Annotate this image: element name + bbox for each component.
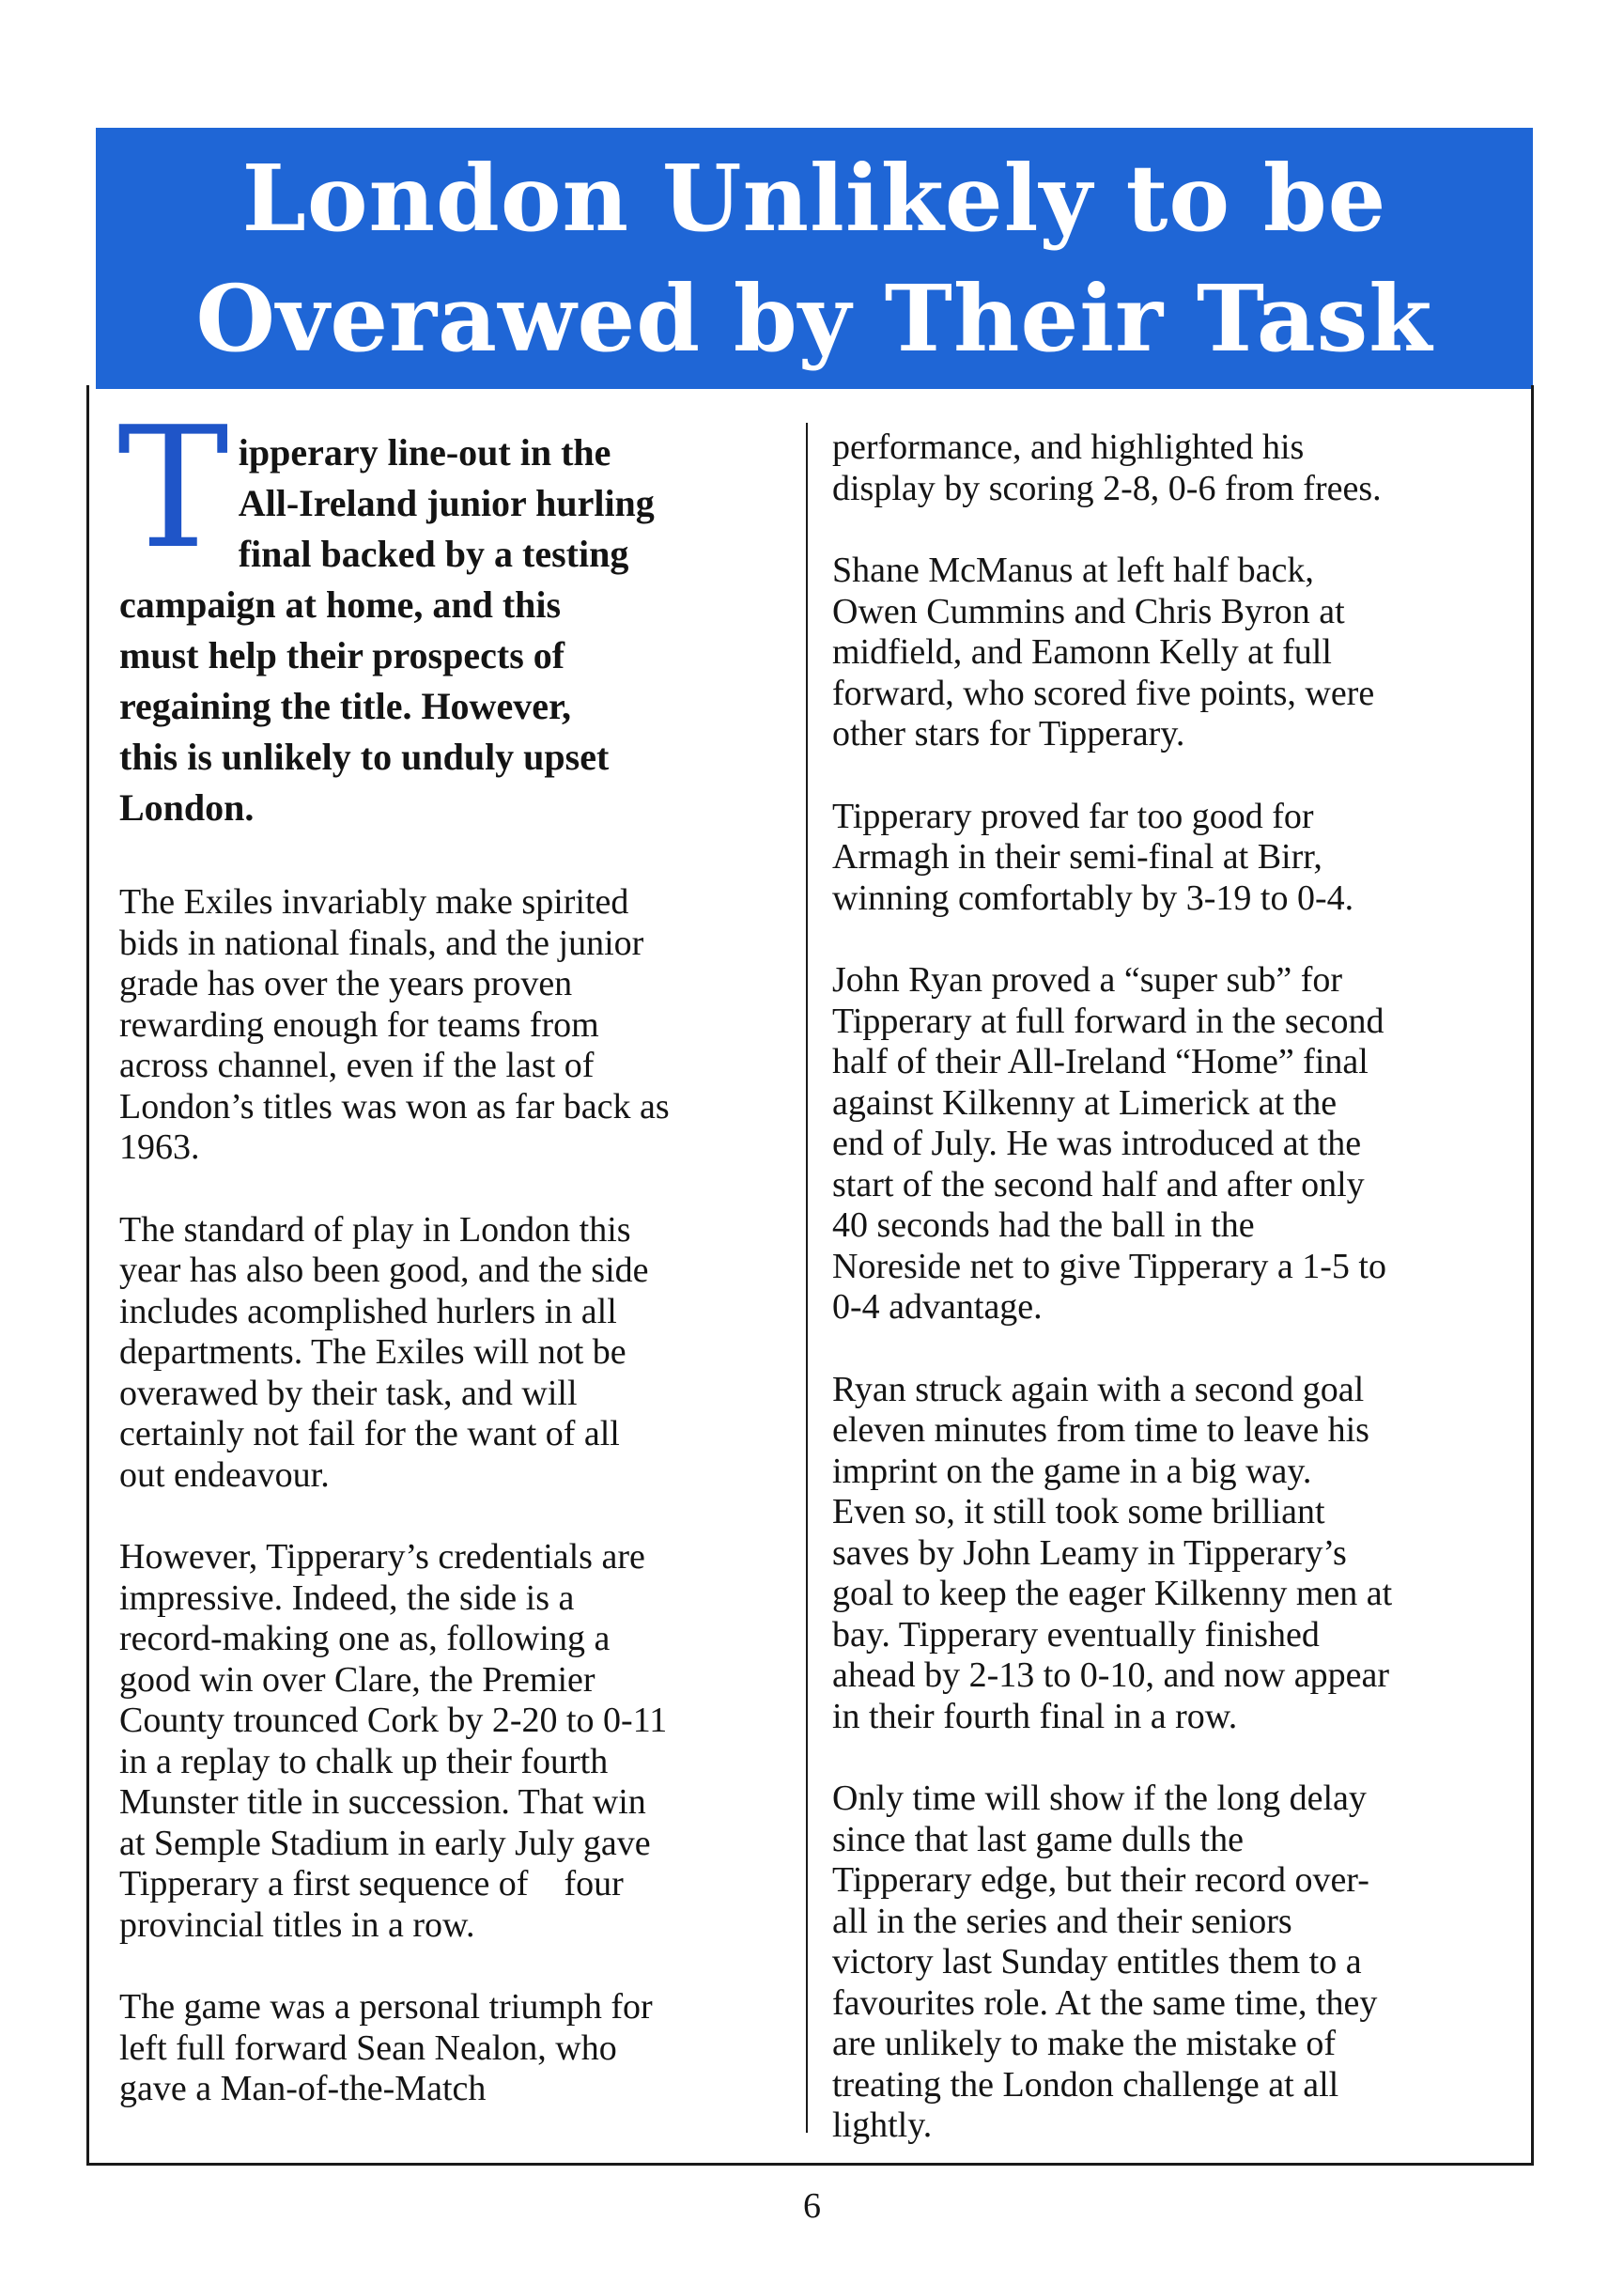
column-divider [806, 423, 808, 2133]
text-line: year has also been good, and the side [119, 1251, 649, 1290]
headline-line-2: Overawed by Their Task [195, 265, 1433, 372]
lead-line: campaign at home, and this [119, 583, 562, 626]
text-line: out endeavour. [119, 1454, 330, 1495]
lead-line: final backed by a testing [238, 533, 629, 575]
headline-line-1: London Unlikely to be [241, 145, 1387, 252]
text-line: Tipperary edge, but their record over- [832, 1860, 1369, 1900]
page-number: 6 [803, 2186, 821, 2226]
text-line: 0-4 advantage. [832, 1287, 1043, 1327]
text-line: County trounced Cork by 2-20 to 0-11 [119, 1701, 668, 1740]
text-line: winning comfortably by 3-19 to 0-4. [832, 878, 1354, 918]
text-line: Owen Cummins and Chris Byron at [832, 591, 1345, 631]
text-line: includes acomplished hurlers in all [119, 1291, 617, 1331]
text-line: eleven minutes from time to leave his [832, 1410, 1369, 1450]
drop-cap: T [117, 391, 229, 585]
text-line: 1963. [119, 1127, 200, 1167]
lead-line: ipperary line-out in the [238, 431, 611, 474]
text-line: other stars for Tipperary. [832, 714, 1185, 754]
text-line: start of the second half and after only [832, 1164, 1365, 1204]
text-line: Armagh in their semi-final at Birr, [832, 837, 1322, 877]
text-line: treating the London challenge at all [832, 2064, 1339, 2105]
text-line: saves by John Leamy in Tipperary’s [832, 1532, 1347, 1573]
text-line: impressive. Indeed, the side is a [119, 1577, 575, 1618]
body-paragraph [832, 427, 1508, 509]
lead-line: must help their prospects of [119, 634, 565, 676]
body-paragraph [119, 1537, 781, 1946]
text-line: The game was a personal triumph for [119, 1987, 653, 2027]
lead-line: this is unlikely to unduly upset [119, 736, 610, 778]
text-line: Shane McManus at left half back, [832, 551, 1314, 590]
text-line: The standard of play in London this [119, 1209, 631, 1250]
body-paragraph [832, 797, 1508, 920]
body-paragraph [832, 1370, 1508, 1738]
text-line: good win over Clare, the Premier [119, 1659, 595, 1700]
text-line: Munster title in succession. That win [119, 1782, 646, 1822]
body-paragraph [119, 1987, 781, 2110]
text-line: victory last Sunday entitles them to a [832, 1942, 1362, 1981]
body-paragraph [832, 551, 1508, 755]
text-line: goal to keep the eager Kilkenny men at [832, 1574, 1393, 1613]
text-line: are unlikely to make the mistake of [832, 2024, 1337, 2063]
text-line: bids in national finals, and the junior [119, 923, 644, 963]
text-line: in a replay to chalk up their fourth [119, 1741, 609, 1781]
lead-line: All-Ireland junior hurling [238, 482, 655, 524]
text-line: display by scoring 2-8, 0-6 from frees. [832, 468, 1382, 508]
text-line: ahead by 2-13 to 0-10, and now appear [832, 1655, 1390, 1695]
text-line: against Kilkenny at Limerick at the [832, 1082, 1338, 1123]
text-line: lightly. [832, 2105, 933, 2145]
text-line: Noreside net to give Tipperary a 1-5 to [832, 1246, 1386, 1286]
lead-line: regaining the title. However, [119, 685, 572, 727]
text-line: all in the series and their seniors [832, 1901, 1292, 1941]
text-line: favourites role. At the same time, they [832, 1982, 1378, 2023]
text-line: Tipperary proved far too good for [832, 796, 1314, 836]
text-line: The Exiles invariably make spirited [119, 882, 629, 922]
text-line: certainly not fail for the want of all [119, 1414, 620, 1453]
text-line: Even so, it still took some brilliant [832, 1492, 1325, 1531]
text-line: end of July. He was introduced at the [832, 1124, 1362, 1163]
body-paragraph [832, 960, 1508, 1328]
text-line: grade has over the years proven [119, 964, 573, 1003]
body-paragraph [832, 1779, 1508, 2147]
text-line: Only time will show if the long delay [832, 1779, 1367, 1818]
article-column-left [117, 391, 781, 2152]
text-line: across channel, even if the last of [119, 1046, 595, 1085]
text-line: Tipperary at full forward in the second [832, 1001, 1384, 1041]
text-line: Ryan struck again with a second goal [832, 1369, 1365, 1409]
text-line: midfield, and Eamonn Kelly at full [832, 632, 1332, 672]
text-line: in their fourth final in a row. [832, 1696, 1238, 1736]
text-line: at Semple Stadium in early July gave [119, 1823, 651, 1863]
headline-banner [96, 128, 1533, 389]
text-line: half of their All-Ireland “Home” final [832, 1042, 1369, 1081]
lead-paragraph [117, 391, 781, 833]
text-line: record-making one as, following a [119, 1619, 611, 1658]
text-line: departments. The Exiles will not be [119, 1332, 626, 1372]
text-line: John Ryan proved a “super sub” for [832, 960, 1343, 1000]
text-line: left full forward Sean Nealon, who [119, 2028, 617, 2068]
article-border-left [86, 385, 89, 2166]
text-line: overawed by their task, and will [119, 1373, 578, 1413]
text-line: since that last game dulls the [832, 1819, 1244, 1859]
text-line: bay. Tipperary eventually finished [832, 1614, 1320, 1655]
text-line: forward, who scored five points, were [832, 673, 1375, 713]
body-paragraph [119, 882, 781, 1169]
text-line: rewarding enough for teams from [119, 1004, 599, 1045]
text-line: performance, and highlighted his [832, 427, 1305, 467]
text-line: imprint on the game in a big way. [832, 1451, 1312, 1491]
text-line: However, Tipperary’s credentials are [119, 1537, 645, 1577]
text-line: gave a Man-of-the-Match [119, 2069, 487, 2108]
text-line: London’s titles was won as far back as [119, 1086, 670, 1126]
text-line: Tipperary a first sequence of four [119, 1864, 624, 1903]
text-line: 40 seconds had the ball in the [832, 1205, 1255, 1245]
article-column-right [832, 427, 1508, 2188]
text-line: provincial titles in a row. [119, 1904, 475, 1945]
lead-line: London. [119, 786, 255, 829]
article-border-right [1531, 385, 1534, 2166]
body-paragraph [119, 1210, 781, 1497]
